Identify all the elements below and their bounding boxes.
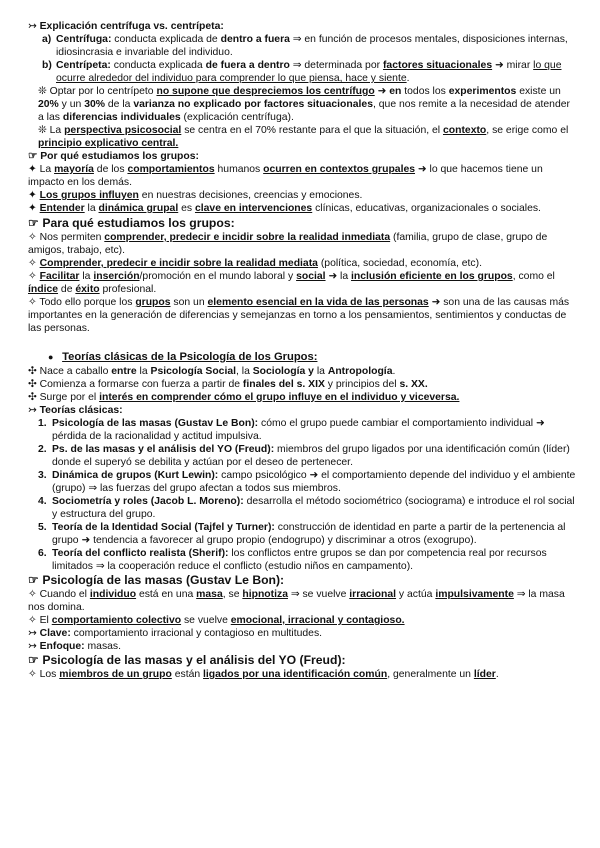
bold-arrow-icon: ➜ [377,86,387,97]
hand-pointer-icon: ☞ [28,216,39,230]
tail-bullet-icon: ↣ [28,628,37,639]
section-heading-teorias: ● Teorías clásicas de la Psicología de los Grupos: [48,351,318,363]
theory-item: 6. Teoría del conflicto realista (Sherif): los conflictos entre grupos se dan por competencia real por recursos limitados ⇒ la cooperación reduce el conflicto (estudio niños en campamento). [38,548,547,572]
document-page [28,20,576,681]
bold-arrow-icon: ➜ [495,60,504,71]
bold-arrow-icon: ➜ [328,271,338,282]
hand-pointer-icon: ☞ [28,151,38,162]
list-item-miembros: ✧ Los miembros de un grupo están ligados por una identificación común, generalmente un líder. [28,669,499,680]
flower-icon: ✣ [28,379,37,390]
diamond-icon: ✧ [28,615,37,626]
flower-icon: ✣ [28,392,37,403]
tail-bullet-icon: ↣ [28,641,37,652]
section-heading-por-que: ☞ Por qué estudiamos los grupos: [28,151,199,162]
bold-arrow-icon: ➜ [417,164,427,175]
bold-arrow-icon: ➜ [535,418,545,429]
list-item-entender: ✦ Entender la dinámica grupal es clave en intervenciones clínicas, educativas, organizacionales o sociales. [28,203,541,214]
list-item-grupos-influyen: ✦ Los grupos influyen en nuestras decisiones, creencias y emociones. [28,190,363,201]
list-item-comienza: ✣ Comienza a formarse con fuerza a partir de finales del s. XIX y principios del s. XX. [28,379,428,390]
bold-arrow-icon: ➜ [81,535,91,546]
diamond-icon: ✧ [28,669,37,680]
implies-arrow-icon: ⇒ [292,60,302,71]
list-item-comportamiento: ✧ El comportamiento colectivo se vuelve emocional, irracional y contagioso. [28,615,405,626]
list-item-b: b) Centrípeta: conducta explicada de fuera a dentro ⇒ determinada por factores situacionales ➜ mirar lo que ocurre alrededor del individuo para comprender lo que piensa, hace y siente. [42,60,562,84]
implies-arrow-icon: ⇒ [88,483,98,494]
list-item-comprender: ✧ Comprender, predecir e incidir sobre la realidad mediata (política, sociedad, economía, etc). [28,258,482,269]
asterism-icon: ❊ [38,125,47,136]
theory-item: 5. Teoría de la Identidad Social (Tajfel y Turner): construcción de identidad en parte a partir de la pertenencia al grupo ➜ tendencia a favorecer al grupo propio (endogrupo) y discriminar a otros (exogrupo). [38,522,566,546]
diamond-icon: ✧ [28,258,37,269]
list-item-nace: ✣ Nace a caballo entre la Psicología Social, la Sociología y la Antropología. [28,366,396,377]
list-item-individuo: ✧ Cuando el individuo está en una masa, se hipnotiza ⇒ se vuelve irracional y actúa impulsivamente ⇒ la masa nos domina. [28,589,565,613]
diamond-icon: ✧ [28,589,37,600]
cross-star-icon: ✦ [28,164,37,175]
flower-icon: ✣ [28,366,37,377]
list-item-todo-ello: ✧ Todo ello porque los grupos son un elemento esencial en la vida de las personas ➜ son una de las causas más importantes en la generación de diferencias y semejanzas en torno a los pensamientos, sentimientos y conductas de las personas. [28,297,570,334]
note-centripeto: ❊ Optar por lo centrípeto no supone que despreciemos los centrífugo ➜ en todos los experimentos existe un 20% y un 30% de la varianza no explicado por factores situacionales, que nos remite a la necesidad de atender a las diferencias individuales (explicación centrífuga). [38,86,570,123]
diamond-icon: ✧ [28,232,37,243]
hand-pointer-icon: ☞ [28,573,39,587]
bold-arrow-icon: ➜ [431,297,441,308]
list-item-facilitar: ✧ Facilitar la inserción/promoción en el mundo laboral y social ➜ la inclusión eficiente en los grupos, como el índice de éxito profesional. [28,271,555,295]
dot-bullet-icon: ● [48,352,54,362]
list-item-clave: ↣ Clave: comportamiento irracional y contagioso en multitudes. [28,628,323,639]
bold-arrow-icon: ➜ [309,470,319,481]
subheading-teorias-clasicas: ↣ Teorías clásicas: [28,405,123,416]
theory-item: 2. Ps. de las masas y el análisis del YO (Freud): miembros del grupo ligados por una identificación común (líder) donde el superyó se debilita y actúan por el deseo de pertenecer. [38,444,570,468]
theory-item: 4. Sociometría y roles (Jacob L. Moreno): desarrolla el método sociométrico (sociograma) e introduce el rol social y estructura del grupo. [38,496,575,520]
theory-item: 1. Psicología de las masas (Gustav Le Bon): cómo el grupo puede cambiar el comportamiento individual ➜ pérdida de la racionalidad y actitud impulsiva. [38,418,545,442]
section-heading-freud: ☞ Psicología de las masas y el análisis del YO (Freud): [28,653,346,667]
section-heading-explicacion: ↣ Explicación centrífuga vs. centrípeta: [28,21,224,32]
tail-bullet-icon: ↣ [28,21,37,32]
list-item-a: a) Centrífuga: conducta explicada de dentro a fuera ⇒ en función de procesos mentales, disposiciones internas, idiosincrasia e invariable del individuo. [42,34,568,58]
implies-arrow-icon: ⇒ [516,589,526,600]
section-heading-le-bon: ☞ Psicología de las masas (Gustav Le Bon): [28,573,285,587]
list-item-mayoria: ✦ La mayoría de los comportamientos humanos ocurren en contextos grupales ➜ lo que hacemos tiene un impacto en los demás. [28,164,543,188]
note-perspectiva: ❊ La perspectiva psicosocial se centra en el 70% restante para el que la situación, el contexto, se erige como el principio explicativo central. [38,125,569,149]
asterism-icon: ❊ [38,86,47,97]
list-item-surge: ✣ Surge por el interés en comprender cómo el grupo influye en el individuo y viceversa. [28,392,460,403]
cross-star-icon: ✦ [28,203,37,214]
tail-bullet-icon: ↣ [28,405,37,416]
list-item-enfoque: ↣ Enfoque: masas. [28,641,122,652]
list-item-nos-permiten: ✧ Nos permiten comprender, predecir e incidir sobre la realidad inmediata (familia, grupo de clase, grupo de amigos, trabajo, etc). [28,232,548,256]
cross-star-icon: ✦ [28,190,37,201]
diamond-icon: ✧ [28,271,37,282]
implies-arrow-icon: ⇒ [292,34,302,45]
theory-item: 3. Dinámica de grupos (Kurt Lewin): campo psicológico ➜ el comportamiento depende del individuo y el ambiente (grupo) ⇒ las fuerzas del grupo afectan a todos sus miembros. [38,470,576,494]
hand-pointer-icon: ☞ [28,653,39,667]
diamond-icon: ✧ [28,297,37,308]
section-heading-para-que: ☞ Para qué estudiamos los grupos: [28,216,235,230]
implies-arrow-icon: ⇒ [290,589,300,600]
implies-arrow-icon: ⇒ [95,561,105,572]
